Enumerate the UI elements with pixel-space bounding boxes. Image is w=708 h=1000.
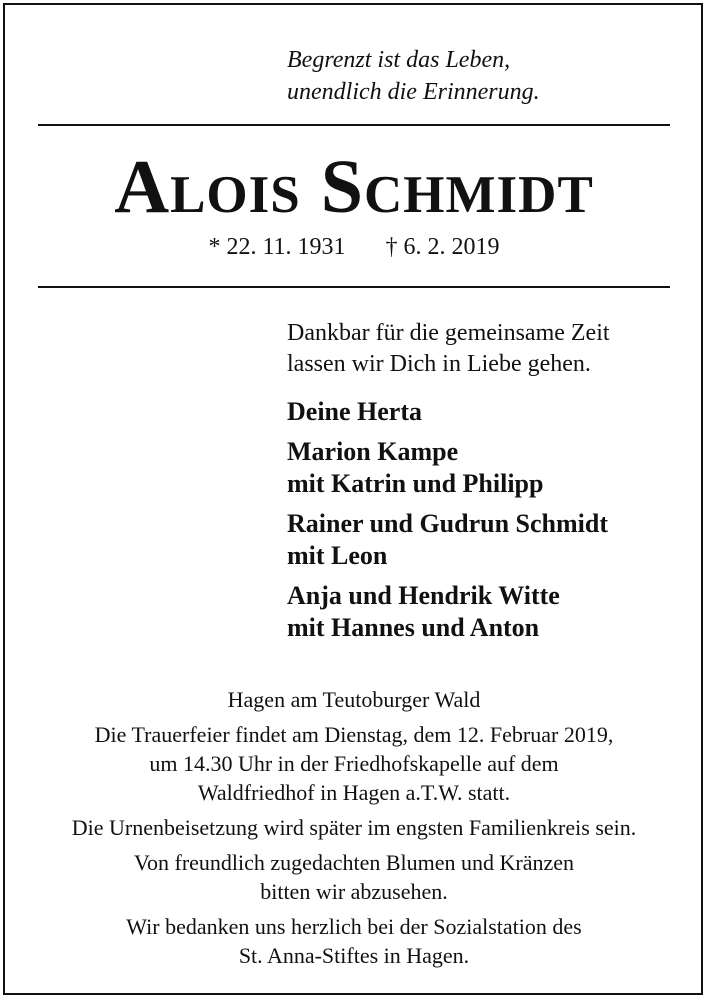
flowers-request: [0, 848, 708, 906]
mourner-name: mit Leon: [287, 541, 388, 570]
mourner-name: Deine Herta: [287, 397, 423, 426]
mourners-list: [287, 396, 608, 652]
mourner-group: [287, 508, 608, 572]
funeral-line: um 14.30 Uhr in der Friedhofskapelle auf dem: [149, 751, 559, 776]
divider-top: [38, 124, 670, 126]
location-line: Hagen am Teutoburger Wald: [227, 687, 481, 712]
mourner-group: [287, 580, 608, 644]
flowers-line: bitten wir abzusehen.: [260, 879, 448, 904]
burial-info: [0, 813, 708, 842]
funeral-info: [0, 720, 708, 807]
thanks-line: St. Anna-Stiftes in Hagen.: [238, 943, 470, 968]
motto: [287, 44, 540, 108]
divider-bottom: [38, 286, 670, 288]
mourner-name: Rainer und Gudrun Schmidt: [287, 509, 609, 538]
thanks-note: [0, 912, 708, 970]
funeral-line: Die Trauerfeier findet am Dienstag, dem 12. Februar 2019,: [94, 722, 614, 747]
mourner-name: mit Hannes und Anton: [287, 613, 540, 642]
mourner-group: [287, 436, 608, 500]
mourner-name: Anja und Hendrik Witte: [287, 581, 560, 610]
funeral-notice: [0, 685, 708, 976]
mourner-group: [287, 396, 608, 428]
funeral-line: Waldfriedhof in Hagen a.T.W. statt.: [197, 780, 511, 805]
flowers-line: Von freundlich zugedachten Blumen und Kränzen: [133, 850, 575, 875]
deceased-name: Alois Schmidt: [114, 145, 594, 229]
gratitude-line: lassen wir Dich in Liebe gehen.: [287, 351, 591, 377]
death-date: † 6. 2. 2019: [385, 234, 500, 260]
burial-line: Die Urnenbeisetzung wird später im engsten Familienkreis sein.: [71, 815, 637, 840]
mourner-name: Marion Kampe: [287, 437, 459, 466]
life-dates: [0, 230, 708, 264]
motto-line: unendlich die Erinnerung.: [287, 79, 540, 105]
mourner-name: mit Katrin und Philipp: [287, 469, 544, 498]
motto-line: Begrenzt ist das Leben,: [287, 47, 511, 73]
thanks-line: Wir bedanken uns herzlich bei der Sozialstation des: [126, 914, 582, 939]
birth-date: * 22. 11. 1931: [208, 234, 346, 260]
location: [0, 685, 708, 714]
gratitude-text: [287, 318, 610, 380]
gratitude-line: Dankbar für die gemeinsame Zeit: [287, 320, 610, 346]
